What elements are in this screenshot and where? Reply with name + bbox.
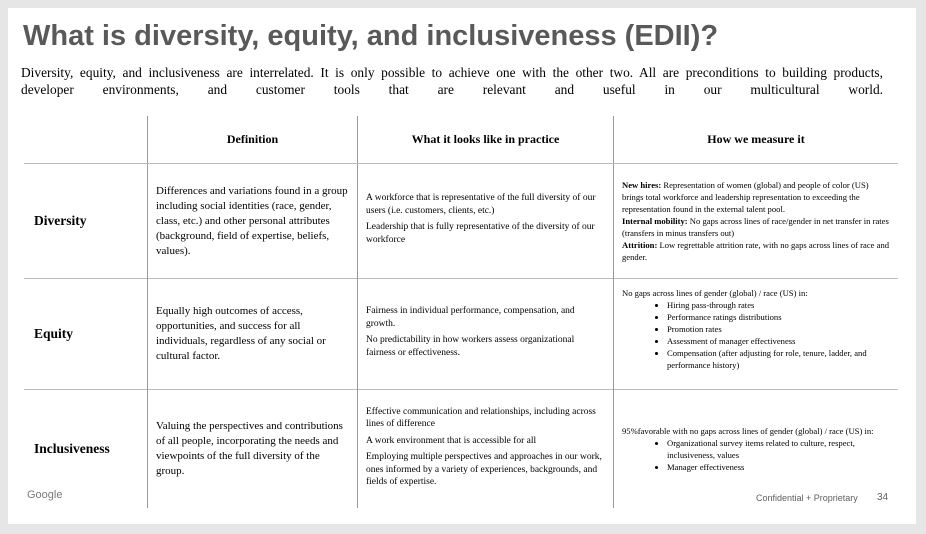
measure-label: Attrition: xyxy=(622,240,658,250)
list-item: • Compensation (after adjusting for role, tenure, ladder, and performance history) xyxy=(667,347,890,371)
measure-label: Internal mobility: xyxy=(622,216,688,226)
measure-item xyxy=(622,239,890,263)
header-empty xyxy=(24,116,148,164)
list-item: • Hiring pass-through rates xyxy=(667,299,890,311)
slide xyxy=(8,8,916,524)
measure-text: No gaps across lines of race/gender in net transfer in rates (transfers in minus transfers out) xyxy=(622,216,889,238)
practice-cell xyxy=(358,279,614,390)
definition-cell: Equally high outcomes of access, opportunities, and success for all individuals, regardless of any social or cultural factor. xyxy=(148,279,358,390)
list-item: • Assessment of manager effectiveness xyxy=(667,335,890,347)
measure-cell xyxy=(614,279,899,390)
measure-label: New hires: xyxy=(622,180,662,190)
measure-list xyxy=(622,299,890,371)
measure-intro: No gaps across lines of gender (global) / race (US) in: xyxy=(622,288,808,298)
list-item: • Promotion rates xyxy=(667,323,890,335)
measure-cell xyxy=(614,164,899,279)
definition-cell: Valuing the perspectives and contributions of all people, incorporating the needs and viewpoints of the full diversity of the group. xyxy=(148,390,358,509)
header-practice: What it looks like in practice xyxy=(358,116,614,164)
page-number: 34 xyxy=(877,492,889,503)
table-row-inclusiveness xyxy=(24,390,898,509)
practice-cell xyxy=(358,164,614,279)
table-row-diversity xyxy=(24,164,898,279)
list-item: • Organizational survey items related to culture, respect, inclusiveness, values xyxy=(667,437,890,461)
measure-item xyxy=(622,215,890,239)
table-header-row xyxy=(24,116,898,164)
slide-title: What is diversity, equity, and inclusiveness (EDII)? xyxy=(23,20,719,52)
practice-item: A work environment that is accessible for all xyxy=(366,435,537,446)
measure-list xyxy=(622,437,890,473)
confidential-label: Confidential + Proprietary xyxy=(756,493,858,503)
practice-item: No predictability in how workers assess organizational fairness or effectiveness. xyxy=(366,335,575,358)
practice-item: Fairness in individual performance, compensation, and growth. xyxy=(366,306,575,329)
measure-text: Low regrettable attrition rate, with no gaps across lines of race and gender. xyxy=(622,240,890,262)
google-logo: Google xyxy=(27,489,63,501)
intro-paragraph: Diversity, equity, and inclusiveness are interrelated. It is only possible to achieve one with the other two. All are preconditions to building products, developer environments, and customer tools that are relevant and useful in our multicultural world. xyxy=(21,65,883,97)
row-label: Equity xyxy=(24,279,148,390)
practice-item: A workforce that is representative of the full diversity of our users (i.e. customers, clients, etc.) xyxy=(366,193,596,216)
practice-item: Effective communication and relationships, including across lines of difference xyxy=(366,406,596,429)
measure-cell xyxy=(614,390,899,509)
practice-cell xyxy=(358,390,614,509)
row-label: Diversity xyxy=(24,164,148,279)
practice-item: Employing multiple perspectives and approaches in our work, ones informed by a variety of experiences, backgrounds, and fields of expertise. xyxy=(366,452,602,487)
header-measure: How we measure it xyxy=(614,116,899,164)
row-label: Inclusiveness xyxy=(24,390,148,509)
definition-cell: Differences and variations found in a group including social identities (race, gender, class, etc.) and other personal attributes (background, field of expertise, beliefs, values). xyxy=(148,164,358,279)
table-row-equity xyxy=(24,279,898,390)
measure-item xyxy=(622,179,890,215)
measure-intro: 95%favorable with no gaps across lines of gender (global) / race (US) in: xyxy=(622,426,874,436)
measure-text: Representation of women (global) and people of color (US) brings total workforce and leadership representation to exceeding the representation found in the external talent pool. xyxy=(622,180,869,214)
edii-table xyxy=(24,116,898,508)
practice-item: Leadership that is fully representative of the diversity of our workforce xyxy=(366,222,595,245)
list-item: • Performance ratings distributions xyxy=(667,311,890,323)
header-definition: Definition xyxy=(148,116,358,164)
list-item: • Manager effectiveness xyxy=(667,461,890,473)
